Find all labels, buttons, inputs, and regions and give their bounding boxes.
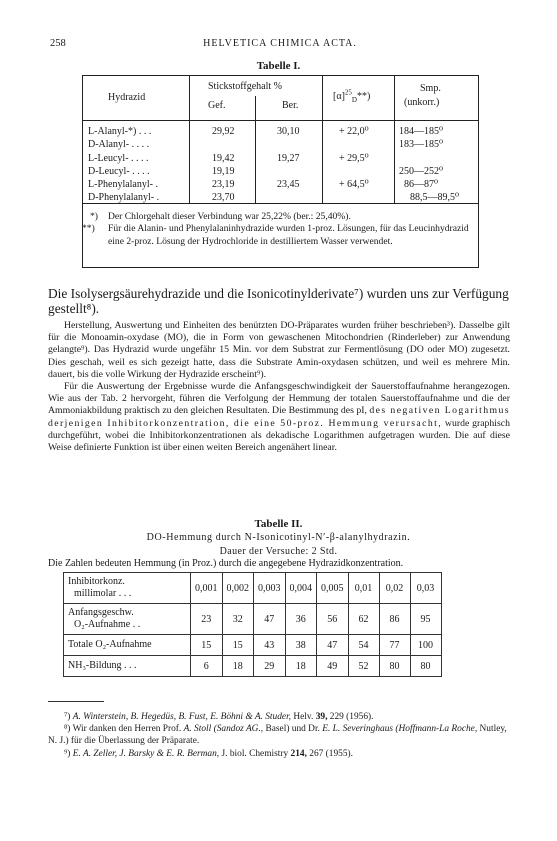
- page-header: [50, 38, 510, 52]
- table1-row-smp: 86—87⁰: [404, 179, 439, 190]
- table-cell: 86: [379, 604, 410, 635]
- table1-row-gef: 19,42: [212, 153, 235, 164]
- table-cell: 100: [410, 635, 441, 656]
- table-cell: 95: [410, 604, 441, 635]
- table1-note: [90, 211, 475, 223]
- table1-row-smp: 88,5—89,5⁰: [410, 192, 460, 203]
- table2-title: Tabelle II.: [254, 518, 303, 530]
- table-cell: 0,02: [379, 573, 410, 604]
- footnote-text: Wir danken den Herren Prof.: [72, 724, 182, 735]
- table-cell: 0,03: [410, 573, 441, 604]
- table1-header-smp: Smp.: [420, 83, 441, 94]
- row-label-line: Anfangsgeschw.: [68, 607, 134, 618]
- table1-title: Tabelle I.: [256, 60, 301, 72]
- table1-row-gef: 23,19: [212, 179, 235, 190]
- table1-notes: [82, 211, 475, 248]
- footnote: [48, 748, 510, 760]
- table-row: [64, 573, 442, 604]
- table1-header-smp2: (unkorr.): [404, 97, 440, 108]
- table2-subtitle: DO-Hemmung durch N-Isonicotinyl-N′-β-alanylhydrazin.: [146, 532, 411, 543]
- table-cell: 23: [191, 604, 223, 635]
- table1-row-ber: 23,45: [277, 179, 300, 190]
- table-cell: 32: [222, 604, 254, 635]
- table1-row-gef: 29,92: [212, 126, 235, 137]
- note-mark: **): [82, 223, 95, 235]
- footnote-mark: ⁷): [64, 712, 71, 722]
- row-label: [64, 573, 191, 604]
- table-cell: 54: [348, 635, 379, 656]
- paragraph: Herstellung, Auswertung und Einheiten des benützten DO-Präparates wurden früher beschrieben³). Dasselbe gilt für die Monoamin-oxydase (MO), die in Form von gewaschenen Mitochondrien (Rinderleber) zur Anwendung gelangte⁹). Das Hydrazid wurde ungefähr 15 Min. vor dem Substrat zur Fermentlösung (DO oder MO) zugesetzt. Dies geschah, weil es sich gezeigt hatte, dass die Substrate Amin-oxydasen schützen, und weil es mehrere Min. dauert, bis die volle Wirkung der Hydrazide erscheint⁹).: [48, 320, 510, 380]
- table2-intro: Die Zahlen bedeuten Hemmung (in Proz.) durch die angegebene Hydrazidkonzentration.: [48, 558, 404, 569]
- alpha-sup: 25: [344, 88, 352, 97]
- row-label: NH₃-Bildung . . .: [64, 656, 191, 677]
- table1-row-alpha: + 29,5⁰: [339, 153, 369, 164]
- footnote-text: Nutley, N. J.) für die Überlassung der Präparate.: [48, 724, 507, 747]
- footnote-mark: ⁸): [64, 724, 71, 735]
- row-label-line: Inhibitorkonz.: [68, 576, 125, 587]
- table1-row-smp: 250—252⁰: [399, 166, 444, 177]
- table1-row-gef: 19,19: [212, 166, 235, 177]
- table1-header-stickstoff: Stickstoffgehalt %: [208, 81, 282, 92]
- footnote-text: Basel) und Dr.: [265, 724, 320, 735]
- table1-header-hydrazid: Hydrazid: [108, 92, 146, 103]
- table-cell: 80: [410, 656, 441, 677]
- table-cell: 80: [379, 656, 410, 677]
- footnote-rule: [48, 701, 104, 702]
- table1-row-gef: 23,70: [212, 192, 235, 203]
- table1-row-smp: 184—185⁰: [399, 126, 444, 137]
- note-text: Für die Alanin- und Phenylalaninhydrazide wurden 1-proz. Lösungen, für das Leucinhydrazid eine 2-proz. Lösung der Hydrochloride in destilliertem Wasser verwendet.: [108, 223, 469, 247]
- footnote-journal: Helv.: [293, 712, 314, 722]
- alpha-mark: **): [356, 91, 371, 102]
- table1-col-rule: [322, 75, 323, 203]
- paragraph-part: Für die Auswertung der Ergebnisse wurde die Anfangsgeschwindigkeit der Sauerstoffaufnahme herangezogen. Wie aus der Tab. 2 hervorgeht, führen die Verfolgung der Hemmung der totalen Sauerstoffaufnahme und die der Ammoniakbildung praktisch zu den gleichen Resultaten. Die Bestimmung des pI,: [48, 381, 510, 417]
- table-cell: 15: [222, 635, 254, 656]
- table-cell: 15: [191, 635, 223, 656]
- footnote-pages: 229 (1956).: [329, 712, 374, 722]
- table1-header-ber: Ber.: [282, 100, 299, 111]
- table1-col-rule: [394, 75, 395, 203]
- table-cell: 38: [285, 635, 317, 656]
- journal-title: HELVETICA CHIMICA ACTA.: [203, 38, 357, 49]
- table1-row-smp: 183—185⁰: [399, 139, 444, 150]
- table1-row-ber: 19,27: [277, 153, 300, 164]
- table1-row-name: D-Leucyl- . . . .: [88, 166, 150, 177]
- table-row: [64, 604, 442, 635]
- table-cell: 18: [285, 656, 317, 677]
- row-label: [64, 604, 191, 635]
- note-mark: *): [90, 211, 98, 222]
- footnote-volume: 39,: [315, 712, 328, 722]
- table-cell: 6: [191, 656, 223, 677]
- row-label-line: O₂-Aufnahme . .: [74, 619, 141, 630]
- table1-row-name: L-Phenylalanyl- .: [88, 179, 158, 190]
- section-heading: Die Isolysergsäurehydrazide und die Isonicotinylderivate⁷) wurden uns zur Verfügung gestellt⁸).: [48, 286, 509, 316]
- table1-header-rule: [82, 120, 479, 121]
- footnote-person: E. L. Severinghaus (Hoffmann-La Roche,: [322, 724, 478, 735]
- note-text: Der Chlorgehalt dieser Verbindung war 25,22% (ber.: 25,40%).: [108, 211, 351, 222]
- footnote-authors: E. A. Zeller, J. Barsky & E. R. Berman,: [72, 748, 220, 759]
- table-cell: 62: [348, 604, 379, 635]
- table-cell: 77: [379, 635, 410, 656]
- table1-row-name: L-Alanyl-*) . . .: [88, 126, 152, 137]
- table-cell: 0,001: [191, 573, 223, 604]
- table1-row-name: L-Leucyl- . . . .: [88, 153, 149, 164]
- table-cell: 18: [222, 656, 254, 677]
- table-cell: 0,003: [254, 573, 286, 604]
- footnote: [48, 723, 510, 747]
- table1-row-alpha: + 64,5⁰: [339, 179, 369, 190]
- table1-row-alpha: + 22,0⁰: [339, 126, 369, 137]
- table-cell: 47: [317, 635, 349, 656]
- table-cell: 56: [317, 604, 349, 635]
- footnotes: [48, 711, 510, 760]
- table1-row-ber: 30,10: [277, 126, 300, 137]
- alpha-symbol: [α]: [333, 91, 345, 102]
- table1-row-name: D-Alanyl- . . . .: [88, 139, 150, 150]
- table1-col-rule: [255, 96, 256, 203]
- footnote-mark: ⁹): [64, 748, 71, 759]
- page-number: 258: [50, 38, 66, 49]
- table2: [63, 572, 442, 677]
- body-text: [48, 320, 510, 454]
- table-cell: 0,01: [348, 573, 379, 604]
- table-cell: 0,004: [285, 573, 317, 604]
- table-row: [64, 656, 442, 677]
- table-cell: 0,005: [317, 573, 349, 604]
- table1-row-name: D-Phenylalanyl- .: [88, 192, 160, 203]
- table2-duration: Dauer der Versuche: 2 Std.: [219, 546, 338, 557]
- footnote-authors: A. Winterstein, B. Hegedüs, B. Fust, E. Böhni & A. Studer,: [72, 712, 292, 722]
- spaced-emphasis: des negativen Logarithmus derjenigen Inhibitorkonzentration, die eine 50-proz. Hemmung verursacht,: [48, 405, 510, 429]
- table-cell: 36: [285, 604, 317, 635]
- table-cell: 47: [254, 604, 286, 635]
- table1-col-rule: [189, 75, 190, 203]
- footnote-journal: J. biol. Chemistry: [221, 748, 289, 759]
- table-cell: 52: [348, 656, 379, 677]
- table-cell: 29: [254, 656, 286, 677]
- table1-header-gef: Gef.: [208, 100, 226, 111]
- table-row: [64, 635, 442, 656]
- footnote-person: A. Stoll (Sandoz AG.,: [183, 724, 264, 735]
- row-label: Totale O₂-Aufnahme: [64, 635, 191, 656]
- table-cell: 0,002: [222, 573, 254, 604]
- paragraph: [48, 381, 510, 454]
- table1-body-rule: [82, 203, 479, 204]
- table1-header-alpha: [333, 88, 371, 104]
- table-cell: 49: [317, 656, 349, 677]
- footnote: [48, 711, 510, 723]
- paragraph-part: wurde graphisch durchgeführt, wobei die Inhibitorkonzentrationen als dekadische Logarithmen aufgetragen wurden. Die auf diese Weise definierte Funktion ist über einen weiten Bereich angenähert linear.: [48, 417, 510, 454]
- footnote-volume: 214,: [290, 748, 307, 759]
- table1-note: [82, 223, 475, 248]
- footnote-pages: 267 (1955).: [309, 748, 354, 759]
- row-label-line: millimolar . . .: [74, 588, 132, 599]
- table-cell: 43: [254, 635, 286, 656]
- alpha-sub: D: [351, 96, 357, 104]
